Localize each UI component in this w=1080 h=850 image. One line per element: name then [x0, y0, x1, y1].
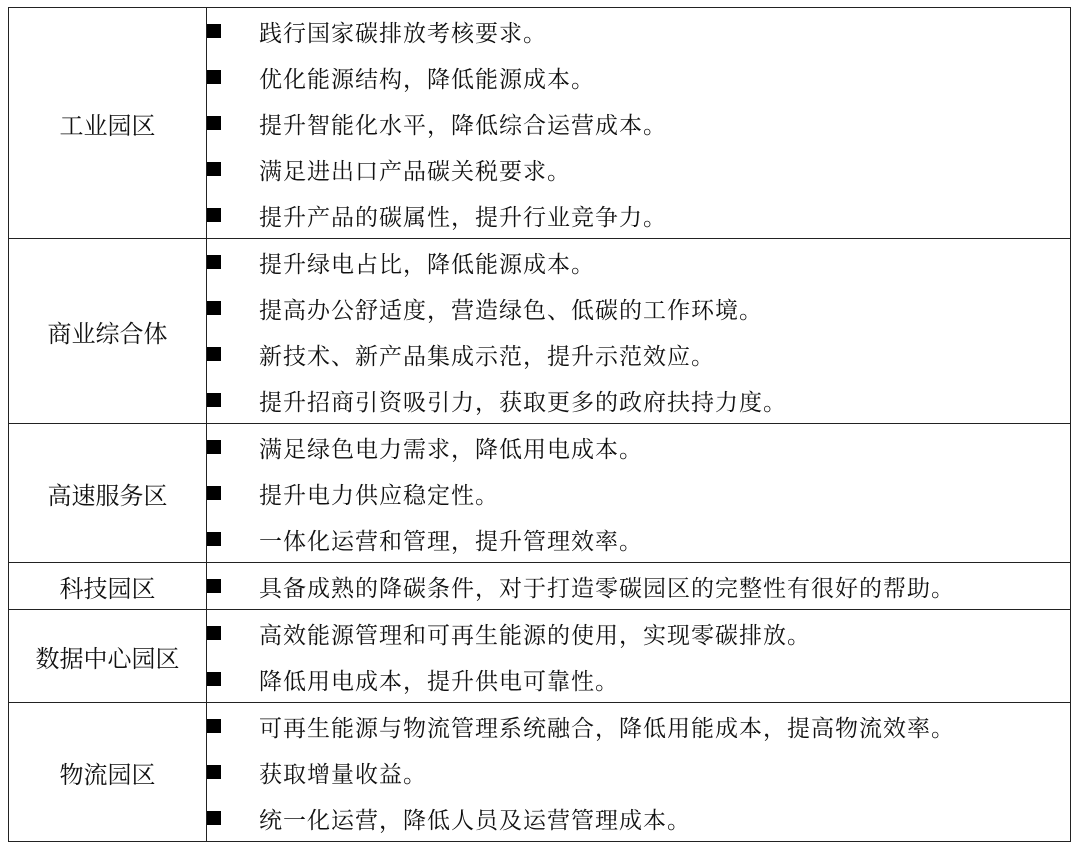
list-item: [207, 656, 1070, 702]
list-item-text: 一体化运营和管理，提升管理效率。: [259, 528, 643, 555]
list-item: [207, 54, 1070, 100]
category-cell: 高速服务区: [9, 424, 207, 563]
list-item-text: 新技术、新产品集成示范，提升示范效应。: [259, 343, 715, 370]
list-item: [207, 285, 1070, 331]
list-item-text: 践行国家碳排放考核要求。: [259, 20, 547, 47]
list-item-text: 满足绿色电力需求，降低用电成本。: [259, 436, 643, 463]
items-cell: [207, 563, 1071, 610]
list-item: [207, 146, 1070, 192]
category-cell: 数据中心园区: [9, 610, 207, 703]
items-cell: [207, 703, 1071, 842]
square-bullet-icon: [207, 486, 221, 500]
square-bullet-icon: [207, 532, 221, 546]
items-cell: [207, 8, 1071, 239]
square-bullet-icon: [207, 672, 221, 686]
list-item: [207, 239, 1070, 285]
list-item-text: 提升招商引资吸引力，获取更多的政府扶持力度。: [259, 389, 787, 416]
table-row: [9, 703, 1071, 842]
square-bullet-icon: [207, 579, 221, 593]
list-item-text: 高效能源管理和可再生能源的使用，实现零碳排放。: [259, 622, 811, 649]
items-cell: [207, 239, 1071, 424]
square-bullet-icon: [207, 208, 221, 222]
list-item-text: 优化能源结构，降低能源成本。: [259, 66, 595, 93]
table-row: [9, 8, 1071, 239]
list-item-text: 可再生能源与物流管理系统融合，降低用能成本，提高物流效率。: [259, 715, 955, 742]
park-benefits-table: [8, 7, 1071, 842]
square-bullet-icon: [207, 116, 221, 130]
square-bullet-icon: [207, 70, 221, 84]
category-cell: 商业综合体: [9, 239, 207, 424]
list-item-text: 提升智能化水平，降低综合运营成本。: [259, 112, 667, 139]
list-item-text: 具备成熟的降碳条件，对于打造零碳园区的完整性有很好的帮助。: [259, 575, 955, 602]
list-item: [207, 192, 1070, 238]
square-bullet-icon: [207, 347, 221, 361]
list-item: [207, 331, 1070, 377]
list-item: [207, 610, 1070, 656]
table-row: [9, 239, 1071, 424]
category-cell: 科技园区: [9, 563, 207, 610]
list-item: [207, 703, 1070, 749]
list-item-text: 满足进出口产品碳关税要求。: [259, 158, 571, 185]
list-item: [207, 795, 1070, 841]
square-bullet-icon: [207, 301, 221, 315]
list-item-text: 获取增量收益。: [259, 761, 427, 788]
list-item: [207, 749, 1070, 795]
list-item: [207, 563, 1070, 609]
square-bullet-icon: [207, 24, 221, 38]
square-bullet-icon: [207, 811, 221, 825]
category-cell: 物流园区: [9, 703, 207, 842]
items-cell: [207, 610, 1071, 703]
list-item: [207, 516, 1070, 562]
list-item: [207, 100, 1070, 146]
table-row: [9, 563, 1071, 610]
square-bullet-icon: [207, 765, 221, 779]
list-item-text: 提高办公舒适度，营造绿色、低碳的工作环境。: [259, 297, 763, 324]
square-bullet-icon: [207, 393, 221, 407]
square-bullet-icon: [207, 440, 221, 454]
list-item-text: 提升电力供应稳定性。: [259, 482, 499, 509]
items-cell: [207, 424, 1071, 563]
table-body: [9, 8, 1071, 842]
square-bullet-icon: [207, 719, 221, 733]
list-item-text: 降低用电成本，提升供电可靠性。: [259, 668, 619, 695]
list-item-text: 统一化运营，降低人员及运营管理成本。: [259, 807, 691, 834]
square-bullet-icon: [207, 626, 221, 640]
list-item-text: 提升绿电占比，降低能源成本。: [259, 251, 595, 278]
category-cell: 工业园区: [9, 8, 207, 239]
list-item: [207, 424, 1070, 470]
square-bullet-icon: [207, 162, 221, 176]
square-bullet-icon: [207, 255, 221, 269]
list-item: [207, 8, 1070, 54]
list-item: [207, 470, 1070, 516]
table-row: [9, 424, 1071, 563]
table-row: [9, 610, 1071, 703]
list-item-text: 提升产品的碳属性，提升行业竞争力。: [259, 204, 667, 231]
list-item: [207, 377, 1070, 423]
